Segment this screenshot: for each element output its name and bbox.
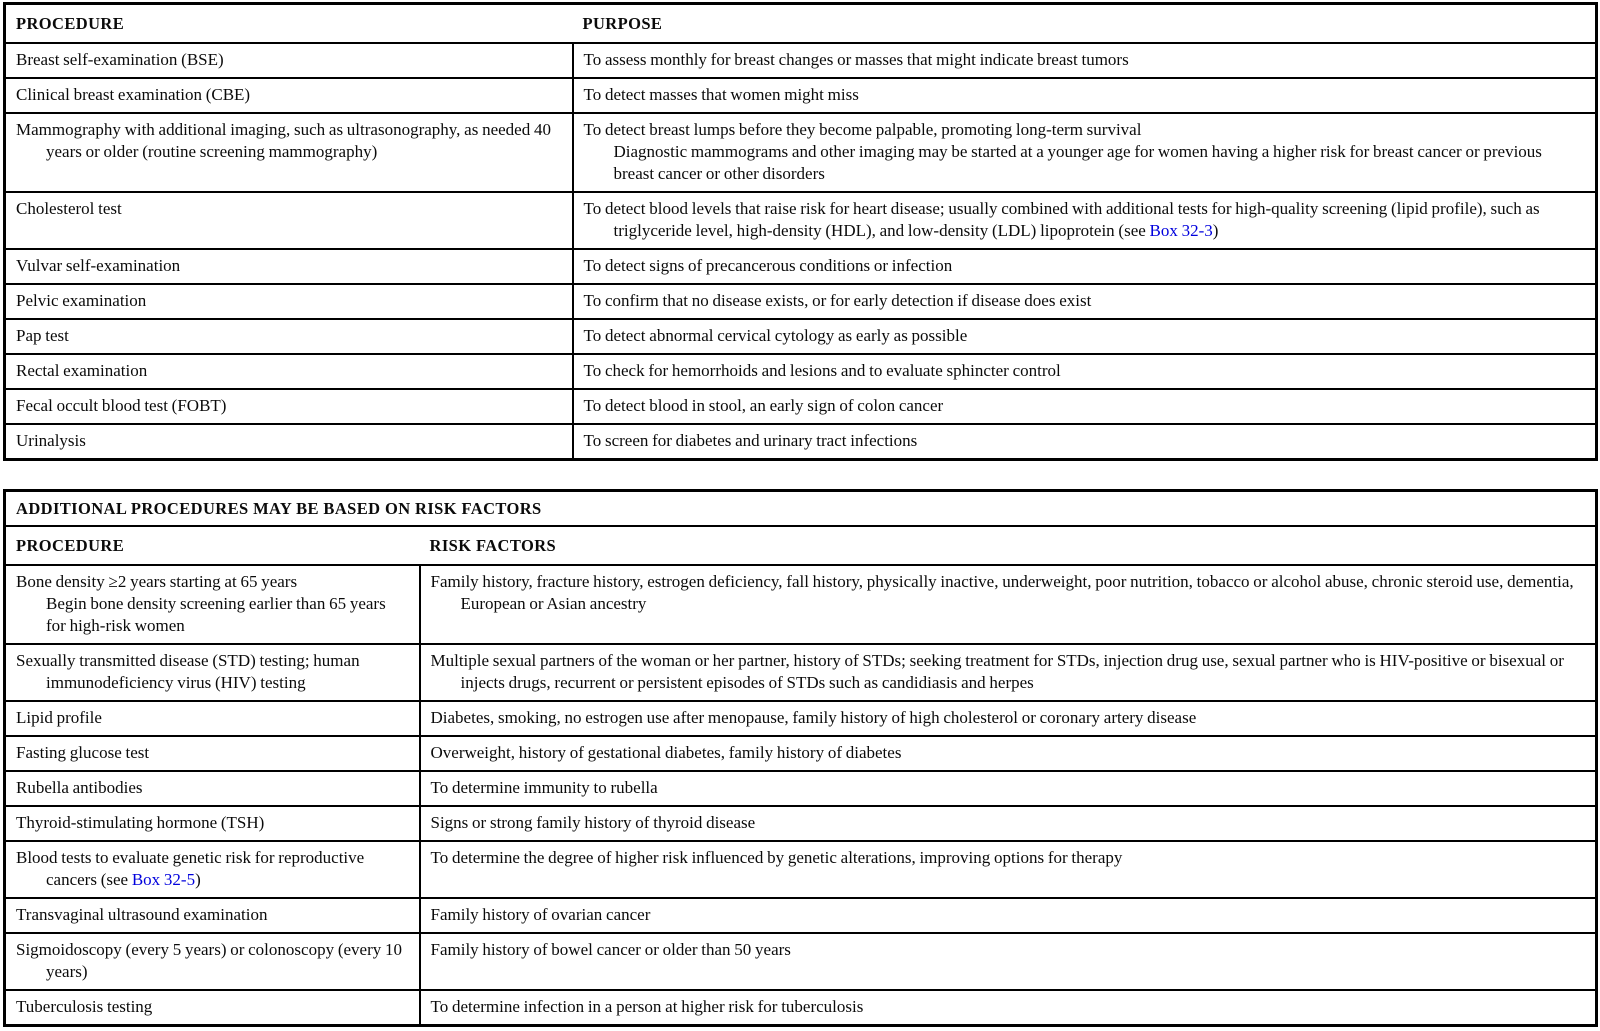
cell-text: To confirm that no disease exists, or for early detection if disease does exist: [583, 291, 1092, 310]
purpose-cell: [573, 249, 1597, 284]
risk-factors-cell: [420, 644, 1597, 701]
table-row: [5, 736, 1597, 771]
cell-text: Multiple sexual partners of the woman or her partner, history of STDs; seeking treatment for STDs, injection drug use, sexual partner who is HIV-positive or bisexual or injects drugs, recurrent or persistent episodes of STDs such as candidiasis and herpes: [430, 651, 1564, 692]
cell-paragraph: [584, 198, 1586, 242]
cell-text: Signs or strong family history of thyroid disease: [430, 813, 756, 832]
table-row: [5, 389, 1597, 424]
procedure-cell: [5, 354, 573, 389]
procedure-cell: [5, 113, 573, 192]
table-row: [5, 78, 1597, 113]
cell-text: Family history of bowel cancer or older than 50 years: [430, 940, 791, 959]
cell-text: Rubella antibodies: [16, 778, 143, 797]
table-row: [5, 319, 1597, 354]
cell-text: Vulvar self-examination: [16, 256, 181, 275]
cell-text: To detect abnormal cervical cytology as early as possible: [583, 326, 968, 345]
cell-text: Bone density ≥2 years starting at 65 years: [16, 572, 298, 591]
purpose-cell: [573, 192, 1597, 249]
cross-reference-link[interactable]: Box 32-5: [131, 870, 196, 889]
risk-factors-cell: [420, 841, 1597, 898]
cell-paragraph: [584, 255, 1586, 277]
cell-text: Diagnostic mammograms and other imaging may be started at a younger age for women having a higher risk for breast cancer or previous breast cancer or other disorders: [613, 142, 1542, 183]
cell-paragraph: [16, 395, 562, 417]
risk-factors-cell: [420, 990, 1597, 1026]
table1-header-procedure: PROCEDURE: [5, 4, 573, 44]
table-row: [5, 565, 1597, 644]
risk-factors-cell: [420, 701, 1597, 736]
procedure-cell: [5, 898, 420, 933]
cell-text: ): [195, 870, 201, 889]
cell-text: To detect signs of precancerous conditions or infection: [583, 256, 953, 275]
table-row: [5, 806, 1597, 841]
risk-factors-cell: [420, 806, 1597, 841]
cell-text: Urinalysis: [16, 431, 86, 450]
procedure-cell: [5, 841, 420, 898]
purpose-cell: [573, 43, 1597, 78]
cell-paragraph: [431, 571, 1586, 615]
cell-text: Breast self-examination (BSE): [16, 50, 224, 69]
risk-factors-cell: [420, 565, 1597, 644]
procedure-cell: [5, 644, 420, 701]
table-row: [5, 933, 1597, 990]
cell-paragraph: [584, 84, 1586, 106]
cell-paragraph: [16, 255, 562, 277]
table2-header-row: [5, 526, 1597, 565]
cell-text: To check for hemorrhoids and lesions and to evaluate sphincter control: [583, 361, 1061, 380]
cell-text: Tuberculosis testing: [16, 997, 153, 1016]
table-row: [5, 990, 1597, 1026]
cell-paragraph: [431, 812, 1586, 834]
purpose-cell: [573, 113, 1597, 192]
cell-paragraph: [16, 650, 409, 694]
purpose-cell: [573, 424, 1597, 460]
purpose-cell: [573, 78, 1597, 113]
table1-header-purpose: PURPOSE: [573, 4, 1597, 44]
cell-paragraph: [431, 742, 1586, 764]
risk-factor-procedures-table: [3, 489, 1598, 1027]
cell-paragraph: [16, 198, 562, 220]
cell-text: Diabetes, smoking, no estrogen use after menopause, family history of high cholesterol or coronary artery disease: [430, 708, 1197, 727]
cell-paragraph: [16, 707, 409, 729]
cell-paragraph: [16, 571, 409, 593]
table-row: [5, 113, 1597, 192]
table-row: [5, 354, 1597, 389]
table-row: [5, 701, 1597, 736]
cell-paragraph: [584, 290, 1586, 312]
cell-text: To determine infection in a person at higher risk for tuberculosis: [430, 997, 864, 1016]
cell-text: Sexually transmitted disease (STD) testing; human immunodeficiency virus (HIV) testing: [16, 651, 360, 692]
cross-reference-link[interactable]: Box 32-3: [1149, 221, 1213, 240]
cell-text: To detect blood in stool, an early sign of colon cancer: [583, 396, 944, 415]
cell-text: Thyroid-stimulating hormone (TSH): [16, 813, 265, 832]
cell-paragraph: [16, 777, 409, 799]
cell-paragraph: [16, 49, 562, 71]
cell-paragraph: [584, 325, 1586, 347]
cell-text: To determine the degree of higher risk influenced by genetic alterations, improving options for therapy: [430, 848, 1123, 867]
cell-paragraph: [16, 847, 409, 891]
table-row: [5, 424, 1597, 460]
procedure-cell: [5, 78, 573, 113]
cell-text: To detect masses that women might miss: [583, 85, 859, 104]
cell-subparagraph: [16, 593, 409, 637]
risk-factors-cell: [420, 933, 1597, 990]
risk-factors-cell: [420, 736, 1597, 771]
risk-factors-cell: [420, 898, 1597, 933]
table2-header-risk-factors: RISK FACTORS: [420, 526, 1597, 565]
cell-text: Fecal occult blood test (FOBT): [16, 396, 227, 415]
table-row: [5, 43, 1597, 78]
procedure-cell: [5, 736, 420, 771]
cell-paragraph: [16, 430, 562, 452]
cell-paragraph: [584, 430, 1586, 452]
procedure-cell: [5, 565, 420, 644]
screening-procedures-table: [3, 2, 1598, 461]
table-gap: [3, 461, 1598, 489]
cell-paragraph: [431, 707, 1586, 729]
table-row: [5, 841, 1597, 898]
cell-text: Blood tests to evaluate genetic risk for reproductive cancers (see: [16, 848, 365, 889]
purpose-cell: [573, 354, 1597, 389]
cell-paragraph: [16, 325, 562, 347]
table2-header-procedure: PROCEDURE: [5, 526, 420, 565]
procedure-cell: [5, 389, 573, 424]
cell-text: Clinical breast examination (CBE): [16, 85, 251, 104]
procedure-cell: [5, 284, 573, 319]
procedure-cell: [5, 43, 573, 78]
purpose-cell: [573, 284, 1597, 319]
table-row: [5, 192, 1597, 249]
cell-text: Fasting glucose test: [16, 743, 150, 762]
cell-text: To determine immunity to rubella: [430, 778, 658, 797]
cell-text: Family history of ovarian cancer: [430, 905, 651, 924]
table2-banner-row: [5, 491, 1597, 527]
cell-text: Mammography with additional imaging, such as ultrasonography, as needed 40 years or older (routine screening mammography): [16, 120, 551, 161]
cell-text: Cholesterol test: [16, 199, 122, 218]
cell-text: To detect blood levels that raise risk for heart disease; usually combined with additional tests for high-quality screening (lipid profile), such as triglyceride level, high-density (HDL), and low-density (LDL) lipoprotein (see: [583, 199, 1540, 240]
cell-paragraph: [584, 119, 1586, 141]
procedure-cell: [5, 701, 420, 736]
cell-paragraph: [16, 360, 562, 382]
cell-paragraph: [431, 777, 1586, 799]
cell-paragraph: [16, 939, 409, 983]
cell-text: ): [1212, 221, 1219, 240]
cell-paragraph: [16, 84, 562, 106]
procedure-cell: [5, 319, 573, 354]
cell-paragraph: [16, 996, 409, 1018]
procedure-cell: [5, 249, 573, 284]
cell-paragraph: [431, 996, 1586, 1018]
procedure-cell: [5, 424, 573, 460]
cell-paragraph: [431, 939, 1586, 961]
cell-subparagraph: [584, 141, 1586, 185]
procedure-cell: [5, 933, 420, 990]
cell-text: Lipid profile: [16, 708, 102, 727]
cell-paragraph: [16, 742, 409, 764]
cell-text: Pelvic examination: [16, 291, 147, 310]
table-row: [5, 644, 1597, 701]
cell-text: Overweight, history of gestational diabetes, family history of diabetes: [430, 743, 902, 762]
cell-text: Transvaginal ultrasound examination: [16, 905, 268, 924]
table-row: [5, 249, 1597, 284]
cell-paragraph: [431, 847, 1586, 869]
cell-paragraph: [431, 904, 1586, 926]
cell-text: To screen for diabetes and urinary tract infections: [583, 431, 918, 450]
table2-banner-title: ADDITIONAL PROCEDURES MAY BE BASED ON RISK FACTORS: [5, 491, 1597, 527]
purpose-cell: [573, 319, 1597, 354]
table-row: [5, 771, 1597, 806]
cell-text: Rectal examination: [16, 361, 148, 380]
cell-paragraph: [16, 290, 562, 312]
procedure-cell: [5, 990, 420, 1026]
table1-header-row: [5, 4, 1597, 44]
cell-text: Begin bone density screening earlier than 65 years for high-risk women: [46, 594, 386, 635]
cell-text: Sigmoidoscopy (every 5 years) or colonoscopy (every 10 years): [16, 940, 402, 981]
table-row: [5, 898, 1597, 933]
procedure-cell: [5, 192, 573, 249]
cell-text: To detect breast lumps before they become palpable, promoting long-term survival: [583, 120, 1142, 139]
cell-paragraph: [584, 360, 1586, 382]
cell-paragraph: [16, 812, 409, 834]
cell-text: To assess monthly for breast changes or masses that might indicate breast tumors: [583, 50, 1129, 69]
cell-paragraph: [16, 119, 562, 163]
cell-paragraph: [431, 650, 1586, 694]
purpose-cell: [573, 389, 1597, 424]
cell-paragraph: [584, 49, 1586, 71]
procedure-cell: [5, 806, 420, 841]
cell-paragraph: [16, 904, 409, 926]
table-row: [5, 284, 1597, 319]
cell-text: Family history, fracture history, estrogen deficiency, fall history, physically inactive, underweight, poor nutrition, tobacco or alcohol abuse, chronic steroid use, dementia, European or Asian ancestry: [430, 572, 1574, 613]
risk-factors-cell: [420, 771, 1597, 806]
cell-paragraph: [584, 395, 1586, 417]
procedure-cell: [5, 771, 420, 806]
cell-text: Pap test: [16, 326, 69, 345]
